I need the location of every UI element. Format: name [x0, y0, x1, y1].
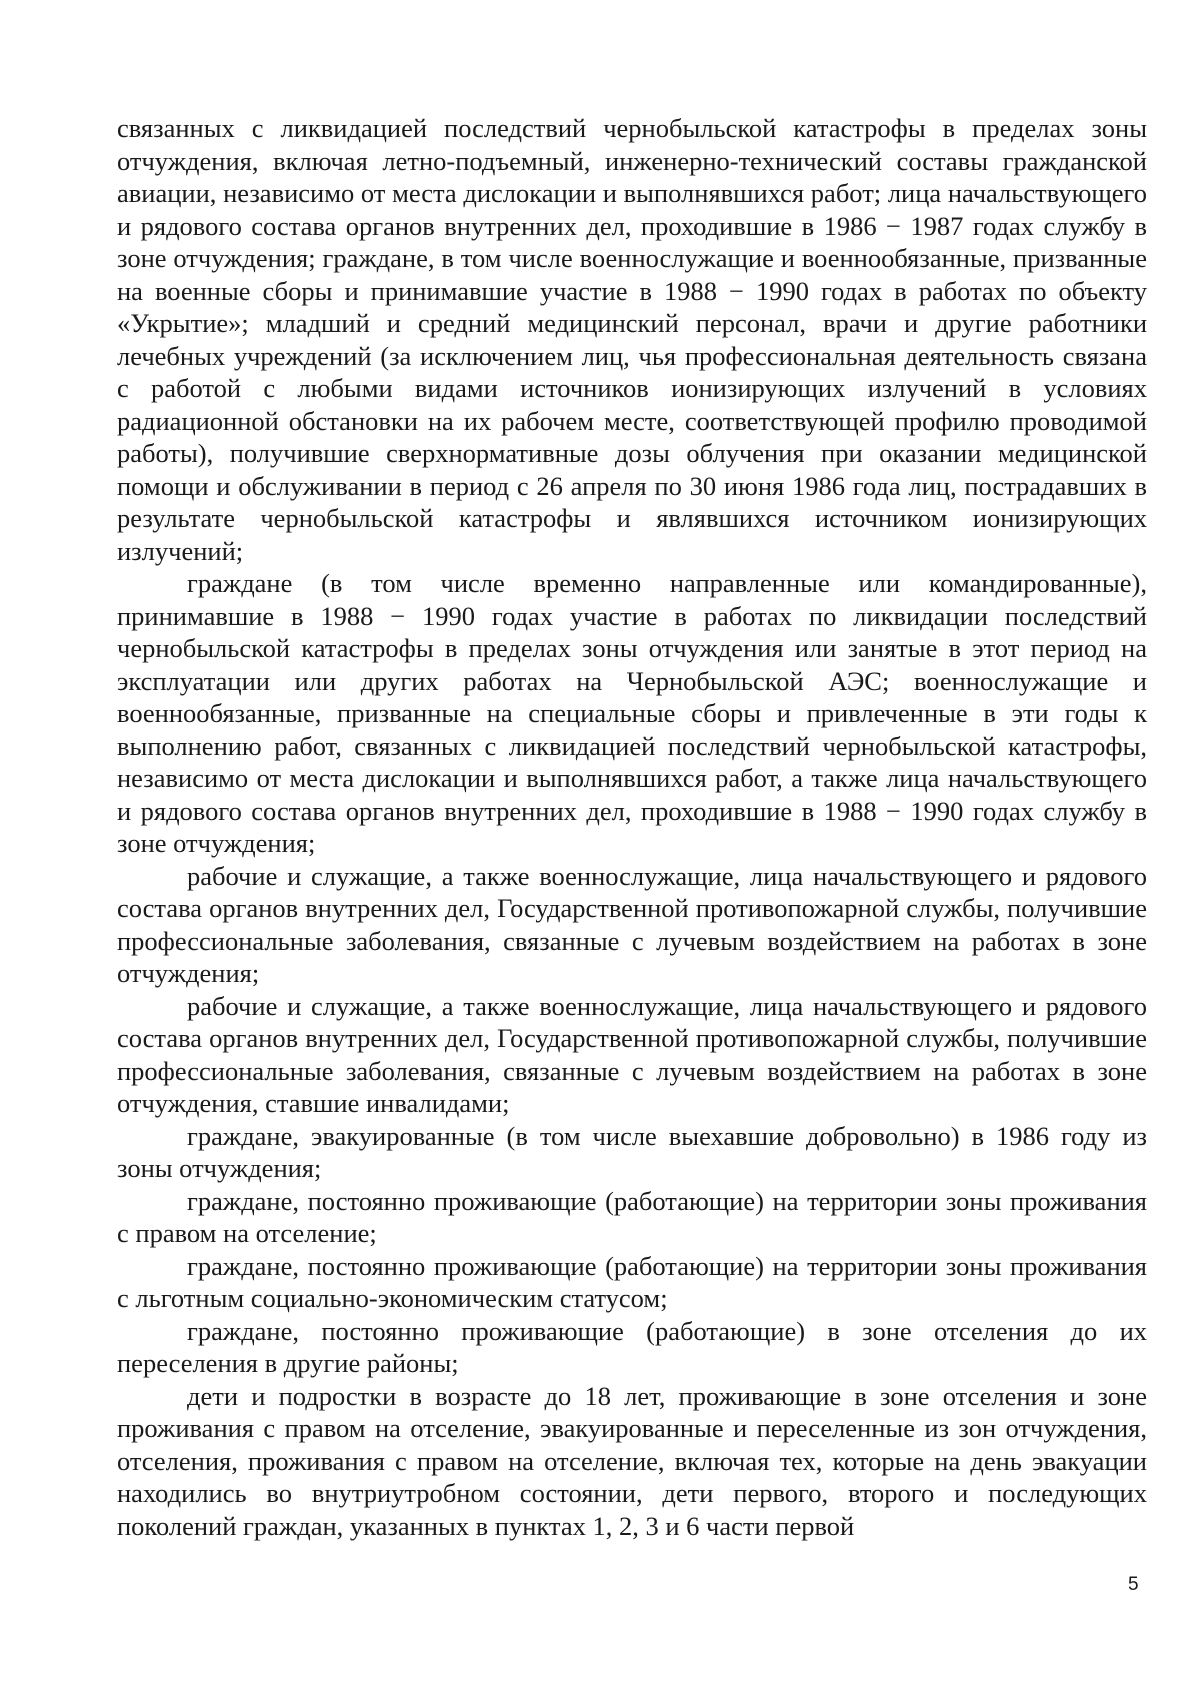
document-body: [117, 112, 1147, 1542]
paragraph: дети и подростки в возрасте до 18 лет, проживающие в зоне отселения и зоне проживания с правом на отселение, эвакуированные и переселенные из зон отчуждения, отселения, проживания с правом на отселение, включая тех, которые на день эвакуации находились во внутриутробном состоянии, дети первого, второго и последующих поколений граждан, указанных в пунктах 1, 2, 3 и 6 части первой: [117, 1380, 1147, 1541]
paragraph: рабочие и служащие, а также военнослужащие, лица начальствующего и рядового состава органов внутренних дел, Государственной противопожарной службы, получившие профессиональные заболевания, связанные с лучевым воздействием на работах в зоне отчуждения, ставшие инвалидами;: [117, 990, 1147, 1118]
paragraph-continuation: связанных с ликвидацией последствий чернобыльской катастрофы в пределах зоны отчуждения, включая летно-подъемный, инженерно-технический составы гражданской авиации, независимо от места дислокации и выполнявшихся работ; лица начальствующего и рядового состава органов внутренних дел, проходившие в 1986 − 1987 годах службу в зоне отчуждения; граждане, в том числе военнослужащие и военнообязанные, призванные на военные сборы и принимавшие участие в 1988 − 1990 годах в работах по объекту «Укрытие»; младший и средний медицинский персонал, врачи и другие работники лечебных учреждений (за исключением лиц, чья профессиональная деятельность связана с работой с любыми видами источников ионизирующих излучений в условиях радиационной обстановки на их рабочем месте, соответствующей профилю проводимой работы), получившие сверхнормативные дозы облучения при оказании медицинской помощи и обслуживании в период с 26 апреля по 30 июня 1986 года лиц, пострадавших в результате чернобыльской катастрофы и являвшихся источником ионизирующих излучений;: [117, 113, 1147, 566]
paragraph: граждане, постоянно проживающие (работающие) на территории зоны проживания с льготным социально-экономическим статусом;: [117, 1250, 1147, 1313]
paragraph: граждане, постоянно проживающие (работающие) в зоне отселения до их переселения в другие районы;: [117, 1315, 1147, 1378]
paragraph: граждане, эвакуированные (в том числе выехавшие добровольно) в 1986 году из зоны отчуждения;: [117, 1120, 1147, 1183]
page-number: 5: [1128, 1574, 1139, 1595]
paragraph: граждане, постоянно проживающие (работающие) на территории зоны проживания с правом на отселение;: [117, 1185, 1147, 1248]
paragraph: рабочие и служащие, а также военнослужащие, лица начальствующего и рядового состава органов внутренних дел, Государственной противопожарной службы, получившие профессиональные заболевания, связанные с лучевым воздействием на работах в зоне отчуждения;: [117, 860, 1147, 988]
paragraph: граждане (в том числе временно направленные или командированные), принимавшие в 1988 − 1990 годах участие в работах по ликвидации последствий чернобыльской катастрофы в пределах зоны отчуждения или занятые в этот период на эксплуатации или других работах на Чернобыльской АЭС; военнослужащие и военнообязанные, призванные на специальные сборы и привлеченные в эти годы к выполнению работ, связанных с ликвидацией последствий чернобыльской катастрофы, независимо от места дислокации и выполнявшихся работ, а также лица начальствующего и рядового состава органов внутренних дел, проходившие в 1988 − 1990 годах службу в зоне отчуждения;: [117, 568, 1147, 858]
